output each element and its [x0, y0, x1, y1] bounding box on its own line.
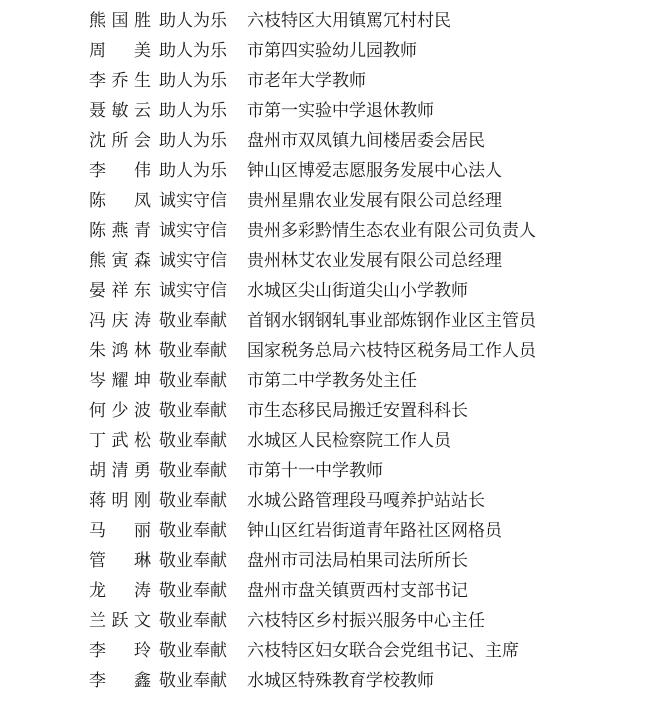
award-category: 助人为乐 — [159, 131, 227, 151]
list-item — [0, 216, 660, 246]
person-affiliation: 市第一实验中学退休教师 — [247, 101, 434, 121]
award-category: 诚实守信 — [159, 191, 227, 211]
person-affiliation: 钟山区红岩街道青年路社区网格员 — [247, 521, 502, 541]
person-affiliation: 市第二中学教务处主任 — [247, 371, 417, 391]
list-item — [0, 336, 660, 366]
person-name: 丁武松 — [89, 431, 151, 451]
person-name: 马 丽 — [89, 521, 151, 541]
person-affiliation: 贵州多彩黔情生态农业有限公司负责人 — [247, 221, 536, 241]
person-name: 陈 凤 — [89, 191, 151, 211]
person-name: 朱鸿林 — [89, 341, 151, 361]
award-category: 助人为乐 — [159, 71, 227, 91]
person-name: 蒋明刚 — [89, 491, 151, 511]
person-affiliation: 盘州市司法局柏果司法所所长 — [247, 551, 468, 571]
person-name: 熊国胜 — [89, 11, 151, 31]
person-affiliation: 贵州星鼎农业发展有限公司总经理 — [247, 191, 502, 211]
list-item — [0, 486, 660, 516]
person-name: 周 美 — [89, 41, 151, 61]
list-item — [0, 636, 660, 666]
list-item — [0, 6, 660, 36]
list-item — [0, 606, 660, 636]
person-name: 聂敏云 — [89, 101, 151, 121]
person-affiliation: 盘州市双凤镇九间楼居委会居民 — [247, 131, 485, 151]
list-item — [0, 426, 660, 456]
person-name: 沈所会 — [89, 131, 151, 151]
award-category: 诚实守信 — [159, 251, 227, 271]
award-category: 敬业奉献 — [159, 311, 227, 331]
list-item — [0, 66, 660, 96]
person-name: 李 鑫 — [89, 671, 151, 691]
award-category: 敬业奉献 — [159, 401, 227, 421]
list-item — [0, 96, 660, 126]
list-item — [0, 246, 660, 276]
award-category: 助人为乐 — [159, 11, 227, 31]
award-category: 诚实守信 — [159, 221, 227, 241]
person-affiliation: 水城公路管理段马嘎养护站站长 — [247, 491, 485, 511]
person-name: 冯庆涛 — [89, 311, 151, 331]
award-category: 敬业奉献 — [159, 611, 227, 631]
list-item — [0, 456, 660, 486]
list-item — [0, 666, 660, 696]
list-item — [0, 306, 660, 336]
person-name: 晏祥东 — [89, 281, 151, 301]
list-item — [0, 276, 660, 306]
person-name: 李乔生 — [89, 71, 151, 91]
award-category: 敬业奉献 — [159, 461, 227, 481]
award-category: 敬业奉献 — [159, 341, 227, 361]
person-affiliation: 盘州市盘关镇贾西村支部书记 — [247, 581, 468, 601]
list-item — [0, 366, 660, 396]
award-category: 敬业奉献 — [159, 641, 227, 661]
list-item — [0, 36, 660, 66]
list-item — [0, 516, 660, 546]
list-item — [0, 126, 660, 156]
person-name: 何少波 — [89, 401, 151, 421]
award-category: 诚实守信 — [159, 281, 227, 301]
person-affiliation: 贵州林艾农业发展有限公司总经理 — [247, 251, 502, 271]
person-name: 管 琳 — [89, 551, 151, 571]
award-category: 敬业奉献 — [159, 371, 227, 391]
person-affiliation: 六枝特区大用镇罵冗村村民 — [247, 11, 451, 31]
person-affiliation: 首钢水钢钢轧事业部炼钢作业区主管员 — [247, 311, 536, 331]
award-category: 敬业奉献 — [159, 671, 227, 691]
award-category: 敬业奉献 — [159, 551, 227, 571]
award-category: 敬业奉献 — [159, 491, 227, 511]
person-affiliation: 水城区尖山街道尖山小学教师 — [247, 281, 468, 301]
award-category: 敬业奉献 — [159, 521, 227, 541]
person-affiliation: 国家税务总局六枝特区税务局工作人员 — [247, 341, 536, 361]
person-name: 陈燕青 — [89, 221, 151, 241]
award-category: 助人为乐 — [159, 161, 227, 181]
person-affiliation: 钟山区博爱志愿服务发展中心法人 — [247, 161, 502, 181]
list-item — [0, 156, 660, 186]
person-affiliation: 市第四实验幼儿园教师 — [247, 41, 417, 61]
person-affiliation: 市第十一中学教师 — [247, 461, 383, 481]
person-name: 熊寅森 — [89, 251, 151, 271]
list-item — [0, 396, 660, 426]
person-name: 兰跃文 — [89, 611, 151, 631]
person-affiliation: 水城区特殊教育学校教师 — [247, 671, 434, 691]
list-item — [0, 546, 660, 576]
person-name: 李 伟 — [89, 161, 151, 181]
person-affiliation: 六枝特区乡村振兴服务中心主任 — [247, 611, 485, 631]
person-affiliation: 六枝特区妇女联合会党组书记、主席 — [247, 641, 519, 661]
person-affiliation: 水城区人民检察院工作人员 — [247, 431, 451, 451]
person-name: 李 玲 — [89, 641, 151, 661]
person-affiliation: 市生态移民局搬迁安置科科长 — [247, 401, 468, 421]
person-affiliation: 市老年大学教师 — [247, 71, 366, 91]
honoree-list — [0, 6, 660, 696]
person-name: 胡清勇 — [89, 461, 151, 481]
person-name: 岑耀坤 — [89, 371, 151, 391]
award-category: 敬业奉献 — [159, 431, 227, 451]
list-item — [0, 186, 660, 216]
list-item — [0, 576, 660, 606]
award-category: 敬业奉献 — [159, 581, 227, 601]
award-category: 助人为乐 — [159, 101, 227, 121]
person-name: 龙 涛 — [89, 581, 151, 601]
award-category: 助人为乐 — [159, 41, 227, 61]
